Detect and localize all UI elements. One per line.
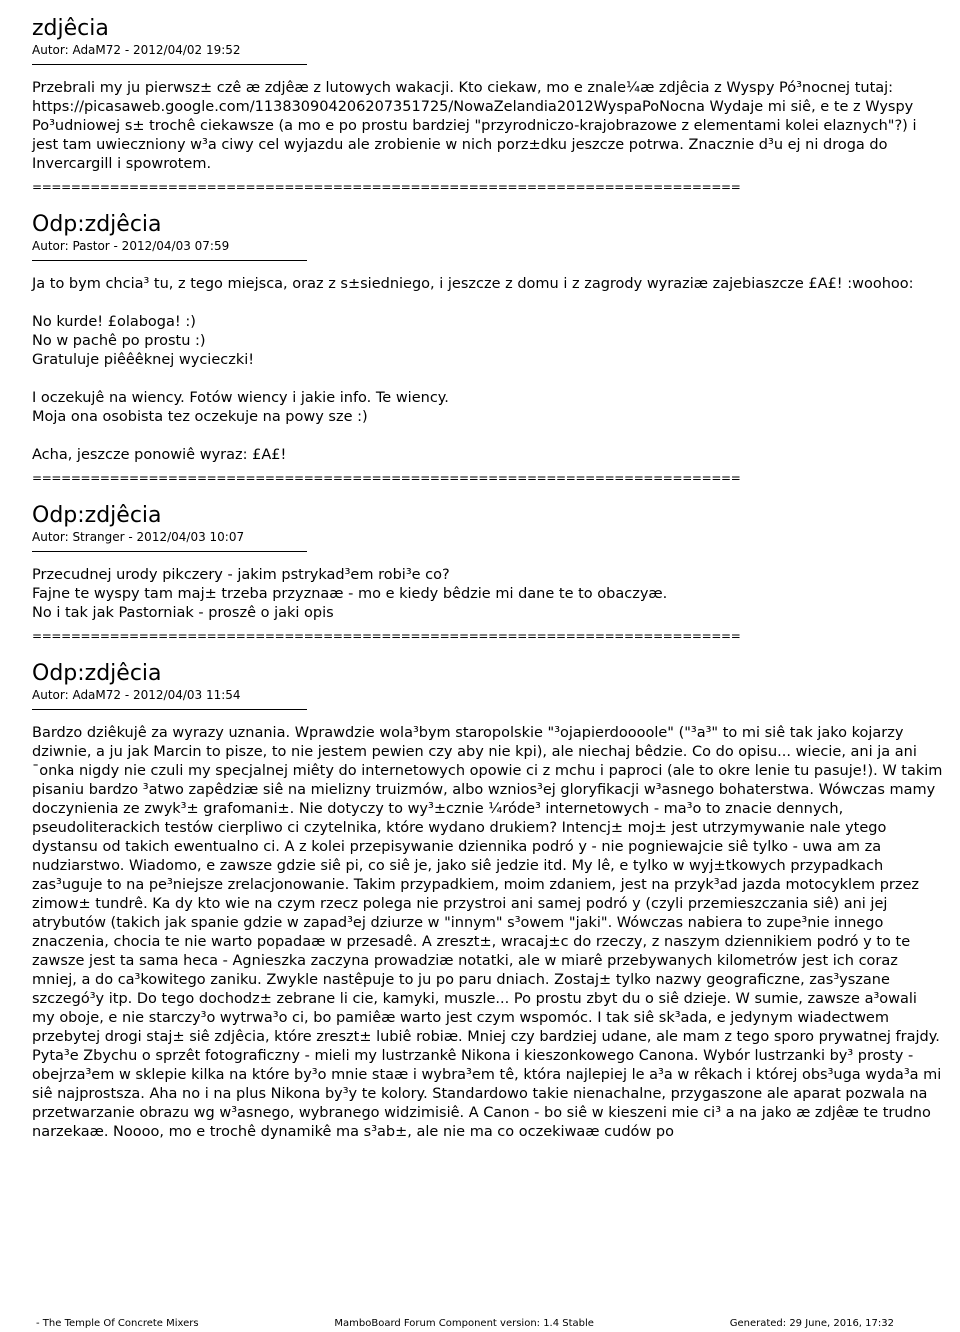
post-paragraph: No i tak jak Pastorniak - proszê o jaki opis — [32, 605, 334, 621]
post-paragraph: I oczekujê na wiency. Fotów wiency i jakie info. Te wiency. — [32, 390, 449, 406]
post-separator: ========================================================================= — [32, 180, 741, 194]
post-3 — [32, 503, 944, 643]
footer-generated-date: Generated: 29 June, 2016, 17:32 — [729, 1318, 894, 1329]
post-body — [32, 275, 944, 465]
post-meta: Autor: Stranger - 2012/04/03 10:07 — [32, 530, 245, 544]
forum-thread — [32, 16, 944, 1142]
post-paragraph: Pyta³e Zbychu o sprzêt fotograficzny - mieli my lustrzankê Nikona i kieszonkowego Canona. Wybór lustrzanki by³ prosty - obejrza³em w sklepie kilka na które by³o mnie staæ i wybra³em tê, która najlepiej le a³a w rêkach i której obs³uga wyda³a mi siê najprostsza. Aha no i na plus Nikona by³y te kolory. Standardowo takie nienachalne, przygaszone ale aparat pozwala na przetwarzanie obrazu wg w³asnego, wybranego widzimisiê. A Canon - bo siê w kieszeni mie ci³ a na jako æ zdjêæ te trudno narzekaæ. Noooo, mo e trochê dynamikê ma s³ab±, ale nie ma co oczekiwaæ cudów po — [32, 1048, 942, 1140]
post-title: zdjêcia — [32, 16, 109, 41]
post-4 — [32, 661, 944, 1142]
footer-component-version: MamboBoard Forum Component version: 1.4 Stable — [334, 1318, 594, 1329]
meta-divider — [32, 709, 307, 710]
post-body — [32, 79, 944, 174]
post-paragraph: No w pachê po prostu :) — [32, 333, 206, 349]
post-paragraph: Bardzo dziêkujê za wyrazy uznania. Wprawdzie wola³bym staropolskie "³ojapierdoooole" ("³a³" to mi siê tak jako kojarzy dziwnie, a ju jak Marcin to pisze, to nie jestem pewien czy aby nie kpi), ale niechaj bêdzie. Co do opisu... wiecie, ani ja ani ¯onka nigdy nie czuli my specjalnej miêty do internetowych opowie ci z mchu i paproci (ale to okre lenie tu pasuje!). W takim pisaniu bardzo ³atwo zapêdziæ siê na mielizny truizmów, albo wznios³ej gloryfikacji w³asnego bohaterstwa. Wówczas mamy doczynienia ze zwyk³± grafomani±. Nie dotyczy to wy³±cznie ¼róde³ internetowych - ma³o to znacie dennych, pseudoliterackich testów cierpliwo ci czytelnika, które wydano drukiem? Intencj± moj± jest utrzymywanie nale ytego dystansu od takich ewentualno ci. A z kolei przepisywanie dziennika podró y - nie pogniewajcie siê tylko - uwa am za nudziarstwo. Wiadomo, e zawsze gdzie siê pi, co siê je, jako siê jedzie itd. My lê, e tylko w wyj±tkowych przypadkach zas³uguje to na pe³niejsze zrelacjonowanie. Takim przypadkiem, moim zdaniem, jest na przyk³ad jazda motocyklem przez zimow± tundrê. Ka dy kto wie na czym rzecz polega nie przystroi ani samej podró y (czyli przemieszczania siê) ani jej atrybutów (takich jak spanie gdzie w zapad³ej dziurze w "innym" s³owem "jaki". Wówczas nabiera to zupe³nie innego znaczenia, chocia te nie warto popadaæ w przesadê. A zreszt±, wracaj±c do rzeczy, z naszym dziennikiem podró y to te zawsze jest ta sama heca - Agnieszka zaczyna prowadziæ notatki, ale w miarê przebywanych kilometrów jest ich coraz mniej, a do ca³kowitego zaniku. Zwykle nastêpuje to ju po paru dniach. Zostaj± tylko nazwy geograficzne, zas³yszane szczegó³y itp. Do tego dochodz± zebrane li cie, kamyki, muszle... Po prostu zbyt du o siê dzieje. W sumie, zawsze a³owali my oboje, e nie starczy³o wytrwa³o ci, bo pamiêæ warto jest czym wspomóc. I tak siê sk³ada, e jedynym wiadectwem przebytej drogi staj± siê zdjêcia, które zreszt± lubiê robiæ. Mniej czy bardziej udane, ale mam z tego sporo prywatnej frajdy. — [32, 725, 943, 1045]
post-meta: Autor: AdaM72 - 2012/04/03 11:54 — [32, 688, 241, 702]
post-separator: ========================================================================= — [32, 629, 741, 643]
post-1 — [32, 16, 944, 194]
post-body — [32, 724, 944, 1142]
post-paragraph: Ja to bym chcia³ tu, z tego miejsca, oraz z s±siedniego, i jeszcze z domu i z zagrody wyraziæ zajebiaszcze £A£! :woohoo: — [32, 276, 914, 292]
post-title: Odp:zdjêcia — [32, 661, 162, 686]
post-paragraph: No kurde! £olaboga! :) — [32, 314, 196, 330]
post-meta: Autor: AdaM72 - 2012/04/02 19:52 — [32, 43, 241, 57]
meta-divider — [32, 64, 307, 65]
meta-divider — [32, 260, 307, 261]
post-paragraph: Przecudnej urody pikczery - jakim pstrykad³em robi³e co? — [32, 567, 450, 583]
post-body — [32, 566, 944, 623]
post-title: Odp:zdjêcia — [32, 212, 162, 237]
post-paragraph: Fajne te wyspy tam maj± trzeba przyznaæ - mo e kiedy bêdzie mi dane te to obaczyæ. — [32, 586, 668, 602]
post-paragraph: Acha, jeszcze ponowiê wyraz: £A£! — [32, 447, 287, 463]
meta-divider — [32, 551, 307, 552]
post-separator: ========================================================================= — [32, 471, 741, 485]
post-paragraph: Przebrali my ju pierwsz± czê æ zdjêæ z lutowych wakacji. Kto ciekaw, mo e znale¼æ zdjêcia z Wyspy Pó³nocnej tutaj: https://picasaweb.google.com/113830904206207351725/NowaZelandia2012WyspaPoNocna Wydaje mi siê, e te z Wyspy Po³udniowej s± trochê ciekawsze (a mo e po prostu bardziej "przyrodniczo-krajobrazowe z elementami kolei elaznych"?) i jest tam uwieczniony w³a ciwy cel wyjazdu ale zrobienie w nich porz±dku jeszcze potrwa. Znacznie d³u ej ni droga do Invercargill i spowrotem. — [32, 80, 917, 172]
post-meta: Autor: Pastor - 2012/04/03 07:59 — [32, 239, 230, 253]
post-title: Odp:zdjêcia — [32, 503, 162, 528]
footer-site-name: - The Temple Of Concrete Mixers — [36, 1318, 199, 1329]
post-2 — [32, 212, 944, 485]
page-footer — [36, 1318, 894, 1330]
post-paragraph: Moja ona osobista tez oczekuje na powy sze :) — [32, 409, 368, 425]
post-paragraph: Gratuluje piêêêknej wycieczki! — [32, 352, 255, 368]
